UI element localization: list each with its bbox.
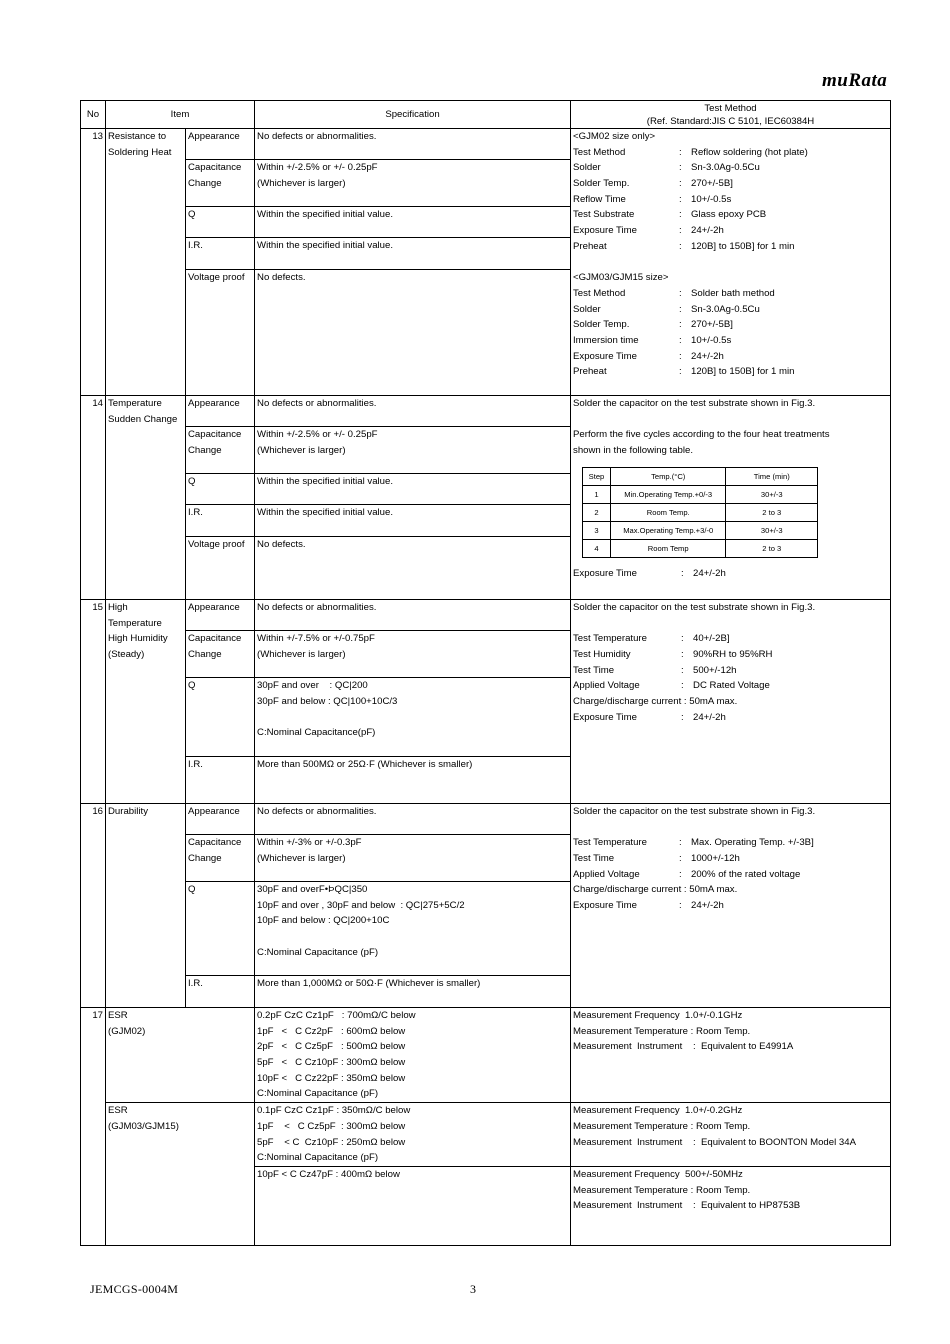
sub-item: Q: [186, 207, 255, 238]
sub-item: Voltage proof: [186, 537, 255, 600]
test-kv: Applied Voltage : 200% of the rated voltage: [573, 868, 801, 880]
spec-cell: Within the specified initial value.: [255, 207, 571, 238]
sub-item: Capacitance Change: [186, 631, 255, 678]
test-kv: Test Method : Reflow soldering (hot plate): [573, 146, 808, 158]
test-kv: Reflow Time : 10+/-0.5s: [573, 193, 732, 205]
test-line: Solder the capacitor on the test substrate shown in Fig.3.: [573, 806, 816, 817]
item-line: High: [108, 602, 128, 613]
spec-cell: 0.1pF CzC Cz1pF : 350mΩ/C below 1pF < C Cz5pF : 300mΩ below 5pF < C Cz10pF : 250mΩ below C:Nominal Capacitance (pF): [255, 1103, 571, 1167]
test-kv: Test Temperature : Max. Operating Temp. +/-3B]: [573, 837, 814, 849]
test-method-cell: Measurement Frequency 1.0+/-0.2GHz Measurement Temperature : Room Temp. Measurement Instrument : Equivalent to BOONTON Model 34A: [571, 1103, 891, 1167]
test-line: [573, 255, 888, 271]
sub-item: I.R.: [186, 976, 255, 1008]
spec-cell: Within the specified initial value.: [255, 238, 571, 270]
heat-table-head-cell: Temp.(°C): [610, 467, 726, 485]
sub-item: Appearance: [186, 396, 255, 427]
item-line: Soldering Heat: [108, 146, 172, 158]
sub-item: Q: [186, 474, 255, 505]
sub-item: I.R.: [186, 505, 255, 537]
row-15-appearance: [81, 600, 891, 631]
item-name: [106, 600, 186, 804]
sub-item: Appearance: [186, 804, 255, 835]
spec-cell: More than 1,000MΩ or 50Ω·F (Whichever is smaller): [255, 976, 571, 1008]
sub-item: I.R.: [186, 238, 255, 270]
item-name: ESR (GJM03/GJM15): [106, 1103, 255, 1246]
test-kv: Solder Temp. : 270+/-5B]: [573, 178, 733, 190]
spec-cell: More than 500MΩ or 25Ω·F (Whichever is smaller): [255, 757, 571, 804]
sub-item: Voltage proof: [186, 270, 255, 396]
header-test-method: [571, 101, 891, 129]
test-kv: Applied Voltage : DC Rated Voltage: [573, 680, 770, 692]
sub-item: Appearance: [186, 600, 255, 631]
test-kv: Exposure Time : 24+/-2h: [573, 567, 726, 579]
row-number: 15: [81, 600, 106, 804]
item-line: Temperature: [108, 617, 162, 629]
test-kv: Immersion time : 10+/-0.5s: [573, 334, 732, 346]
test-line: [573, 616, 888, 632]
test-line: [573, 412, 888, 428]
test-method-cell: [571, 396, 891, 600]
test-kv: Exposure Time : 24+/-2h: [573, 711, 726, 723]
heat-table-row: 4 Room Temp 2 to 3: [583, 539, 818, 557]
row-16-appearance: [81, 804, 891, 835]
item-line: Resistance to: [108, 131, 167, 142]
murata-logo: muRata: [822, 70, 888, 91]
spec-cell: No defects or abnormalities.: [255, 396, 571, 427]
row-number: 13: [81, 129, 106, 396]
test-kv: Test Time : 1000+/-12h: [573, 853, 740, 865]
sub-item: Appearance: [186, 129, 255, 160]
test-kv: Solder : Sn-3.0Ag-0.5Cu: [573, 162, 760, 174]
heat-treatment-table: [582, 467, 818, 558]
spec-cell: 30pF and overF•ÞQC|350 10pF and over , 30pF and below : QC|275+5C/2 10pF and below : QC|200+10C C:Nominal Capacitance (pF): [255, 882, 571, 976]
spec-cell: No defects.: [255, 270, 571, 396]
test-line: Perform the five cycles according to the four heat treatments: [573, 429, 830, 441]
row-14-appearance: [81, 396, 891, 427]
test-line: <GJM02 size only>: [573, 131, 656, 142]
test-kv: Exposure Time : 24+/-2h: [573, 225, 724, 237]
test-kv: Solder : Sn-3.0Ag-0.5Cu: [573, 303, 760, 315]
test-spec-table: [80, 100, 891, 1246]
sub-item: Capacitance Change: [186, 160, 255, 207]
row-17-esr-gjm03: [81, 1103, 891, 1167]
heat-table-row: 2 Room Temp. 2 to 3: [583, 503, 818, 521]
spec-cell: 30pF and over : QC|200 30pF and below : QC|100+10C/3 C:Nominal Capacitance(pF): [255, 678, 571, 757]
test-method-cell: [571, 129, 891, 396]
test-line: Charge/discharge current : 50mA max.: [573, 884, 738, 896]
item-line: (Steady): [108, 649, 145, 661]
test-kv: Test Temperature : 40+/-2B]: [573, 633, 730, 645]
row-number: 14: [81, 396, 106, 600]
header-test-line2: (Ref. Standard:JIS C 5101, IEC60384H: [646, 115, 815, 127]
document-code: JEMCGS-0004M: [90, 1282, 179, 1296]
sub-item: Q: [186, 678, 255, 757]
row-number: 17: [81, 1008, 106, 1246]
test-method-cell: Measurement Frequency 1.0+/-0.1GHz Measurement Temperature : Room Temp. Measurement Instrument : Equivalent to E4991A: [571, 1008, 891, 1103]
sub-item: I.R.: [186, 757, 255, 804]
test-kv: Preheat : 120B] to 150B] for 1 min: [573, 240, 795, 252]
item-line: High Humidity: [108, 633, 168, 645]
test-kv: Exposure Time : 24+/-2h: [573, 350, 724, 362]
test-kv: Preheat : 120B] to 150B] for 1 min: [573, 366, 795, 378]
sub-item: Q: [186, 882, 255, 976]
heat-table-row: 1 Min.Operating Temp.+0/-3 30+/-3: [583, 485, 818, 503]
test-kv: Test Time : 500+/-12h: [573, 664, 737, 676]
spec-cell: 10pF < C Cz47pF : 400mΩ below: [255, 1166, 571, 1245]
heat-table-head-cell: Time (min): [726, 467, 818, 485]
item-name: [106, 804, 186, 1008]
item-line: Sudden Change: [108, 413, 178, 425]
heat-table-header: [583, 467, 818, 485]
test-line: Charge/discharge current : 50mA max.: [573, 696, 738, 708]
test-method-cell: Measurement Frequency 500+/-50MHz Measurement Temperature : Room Temp. Measurement Instrument : Equivalent to HP8753B: [571, 1166, 891, 1245]
test-line: <GJM03/GJM15 size>: [573, 272, 669, 284]
header-no: No: [81, 101, 106, 129]
spec-cell: Within the specified initial value.: [255, 474, 571, 505]
spec-cell: No defects or abnormalities.: [255, 600, 571, 631]
test-method-cell: [571, 804, 891, 1008]
spec-cell: Within +/-7.5% or +/-0.75pF (Whichever is larger): [255, 631, 571, 678]
header-test-line1: Test Method: [704, 102, 757, 114]
row-number: 16: [81, 804, 106, 1008]
test-line: shown in the following table.: [573, 445, 694, 457]
test-kv: Exposure Time : 24+/-2h: [573, 900, 724, 912]
test-line: [573, 820, 888, 836]
item-name: [106, 396, 186, 600]
header-spec: Specification: [255, 101, 571, 129]
heat-table-head-cell: Step: [583, 467, 611, 485]
spec-cell: 0.2pF CzC Cz1pF : 700mΩ/C below 1pF < C Cz2pF : 600mΩ below 2pF < C Cz5pF : 500mΩ below 5pF < C Cz10pF : 300mΩ below 10pF < C Cz22pF : 350mΩ below C:Nominal Capacitance (pF): [255, 1008, 571, 1103]
test-kv: Test Substrate : Glass epoxy PCB: [573, 209, 767, 221]
spec-cell: No defects or abnormalities.: [255, 804, 571, 835]
test-line: Solder the capacitor on the test substrate shown in Fig.3.: [573, 602, 816, 613]
test-kv: Solder Temp. : 270+/-5B]: [573, 319, 733, 331]
item-line: Temperature: [108, 398, 162, 409]
item-name: ESR (GJM02): [106, 1008, 255, 1103]
row-17-esr-gjm02: [81, 1008, 891, 1103]
spec-cell: No defects.: [255, 537, 571, 600]
item-line: Durability: [108, 806, 148, 817]
test-kv: Test Method : Solder bath method: [573, 287, 775, 299]
test-method-cell: [571, 600, 891, 804]
spec-cell: Within the specified initial value.: [255, 505, 571, 537]
spec-cell: Within +/-2.5% or +/- 0.25pF (Whichever is larger): [255, 427, 571, 474]
sub-item: Capacitance Change: [186, 835, 255, 882]
header-row: [81, 101, 891, 129]
spec-cell: Within +/-2.5% or +/- 0.25pF (Whichever is larger): [255, 160, 571, 207]
spec-cell: No defects or abnormalities.: [255, 129, 571, 160]
row-13-appearance: [81, 129, 891, 160]
test-kv: Test Humidity : 90%RH to 95%RH: [573, 649, 773, 661]
test-line: Solder the capacitor on the test substrate shown in Fig.3.: [573, 398, 816, 409]
item-name: [106, 129, 186, 396]
spec-cell: Within +/-3% or +/-0.3pF (Whichever is larger): [255, 835, 571, 882]
heat-table-row: 3 Max.Operating Temp.+3/-0 30+/-3: [583, 521, 818, 539]
sub-item: Capacitance Change: [186, 427, 255, 474]
page-number: 3: [470, 1282, 476, 1296]
header-item: Item: [106, 101, 255, 129]
